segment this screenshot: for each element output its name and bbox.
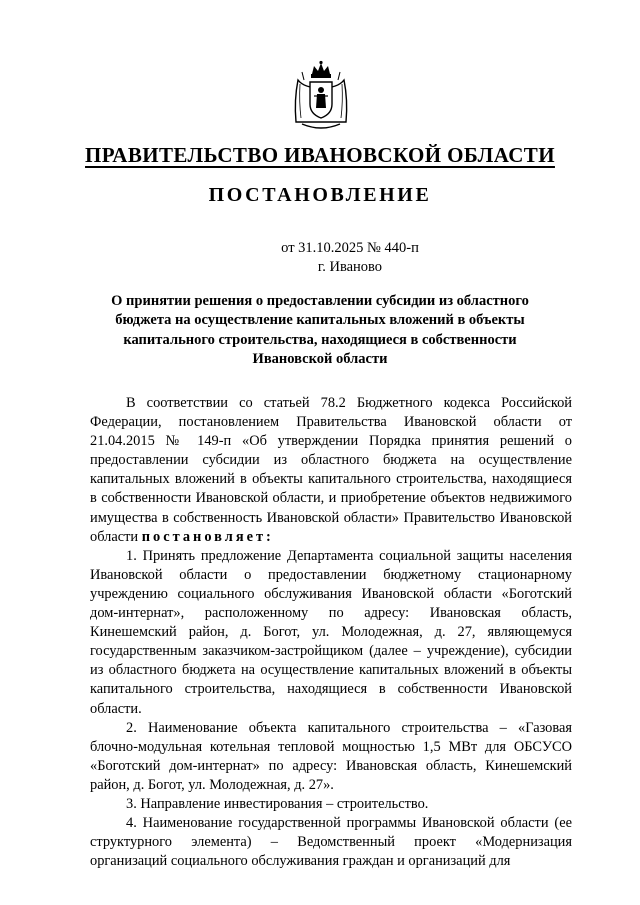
decree-word: постановляет:: [141, 528, 274, 545]
item-2-paragraph: 2. Наименование объекта капитального строительства – «Газовая блочно-модульная котельная тепловой мощностью 1,5 МВт для ОБСУСО «Боготский дом-интернат» по адресу: Ивановская область, Кинешемский район, д. Богот, ул. Молодежная, д. 27».: [90, 719, 572, 793]
government-title-text: ПРАВИТЕЛЬСТВО ИВАНОВСКОЙ ОБЛАСТИ: [85, 143, 555, 167]
item-3-paragraph: 3. Направление инвестирования – строительство.: [126, 795, 429, 812]
item-4-paragraph: 4. Наименование государственной программы Ивановской области (ее структурного элемента) – Ведомственный проект «Модернизация организаций социального обслуживания граждан и организаций для: [90, 815, 572, 870]
government-title: [0, 143, 640, 168]
preamble-text: В соответствии со статьей 78.2 Бюджетного кодекса Российской Федерации, постановлением Правительства Ивановской области от 21.04.2015 № 149-п «Об утверждении Порядка принятия решений о предоставлении субсидии из областного бюджета на осуществление капитальных вложений в объекты капитального строительства, находящиеся в собственности Ивановской области, и приобретение объектов недвижимого имущества в собственность Ивановской области» Правительство Ивановской области: [90, 395, 572, 545]
document-body: [90, 394, 572, 871]
item-1-paragraph: 1. Принять предложение Департамента социальной защиты населения Ивановской области о предоставлении бюджетному стационарному учреждению социального обслуживания Ивановской области «Боготский дом-интернат», расположенному по адресу: Ивановская область, Кинешемский район, д. Богот, ул. Молодежная, д. 27, являющемуся государственным заказчиком-застройщиком (далее – учреждение), субсидии из областного бюджета на осуществление капитальных вложений в объекты капитального строительства, находящиеся в собственности Ивановской области.: [90, 547, 572, 717]
document-meta: [0, 239, 640, 277]
preamble-paragraph: [90, 394, 572, 547]
city: г. Иваново: [317, 259, 383, 275]
document-type: ПОСТАНОВЛЕНИЕ: [208, 184, 432, 206]
document-subject: О принятии решения о предоставлении субсидии из областного бюджета на осуществление капитальных вложений в объекты капитального строительства, находящиеся в собственности Ивановской области: [111, 293, 529, 367]
coat-of-arms-icon: [290, 60, 352, 132]
date-number: от 31.10.2025 № 440-п: [281, 240, 419, 256]
